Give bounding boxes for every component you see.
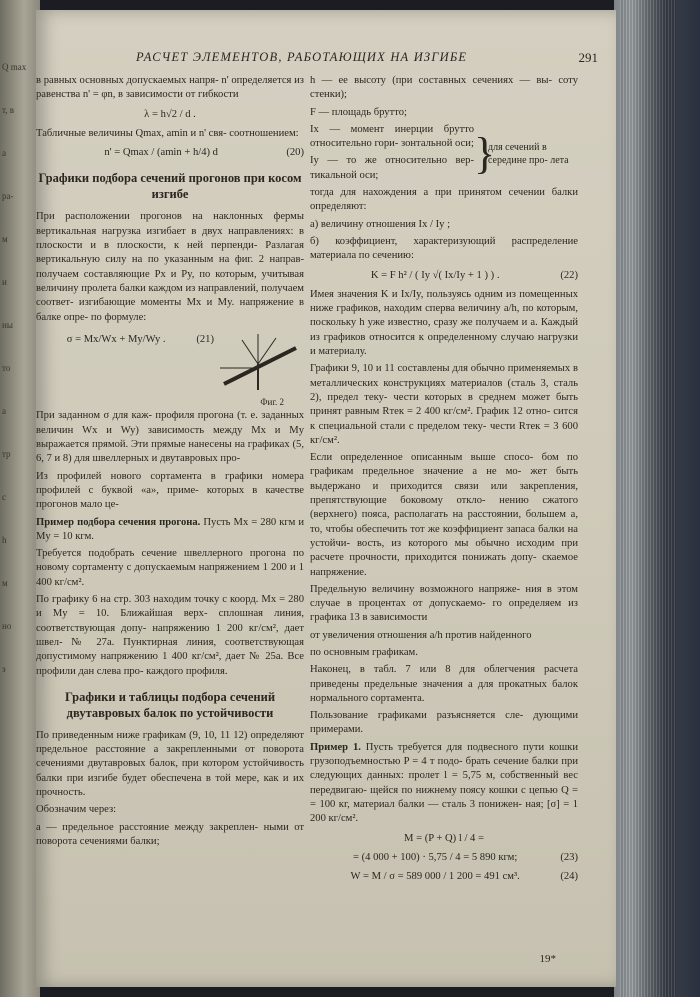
left-column [36, 74, 304, 852]
paragraph: При расположении прогонов на наклонных фермы вертикальная нагрузка изгибает в двух направлениях: в плоскости и в плоскости, к ней перпенди- Разлагая вертикальную силу на по указанным на фиг. 2 направ- получаем составляющие Px и Py, по которым, учитывая величину пролета балки каждом из направлений, получаем соответ- изгибающие моменты Mx и My. напряжение в балке опре- по формуле: [36, 211, 304, 323]
paragraph: По графику 6 на стр. 303 находим точку с коорд. Mx = 280 и My = 10. Ближайшая верх- сплошная линия, соответствующая допу- напряжению 1 200 кг/см², дает швел- № 27а. Пунктирная линия, соответствующая допустимому напряжению 1 400 кг/см², дает № 25а. Все профили дан слева про- каждого профиля. [36, 594, 304, 677]
example-text: Пусть требуется для подвесного пути кошки грузоподъемностью P = 4 т подо- брать сечение балки при следующих данных: пролет l = 5,75 м, собственный вес передвигаю- щейся по нижнему поясу кошки с цепью Q = = 100 кг, материал балки — сталь 3 понижен- ная; [σ] = 1 200 кг/см². [310, 741, 578, 825]
paragraph: Табличные величины Qmax, amin и n' свя- соотношением: [36, 127, 299, 139]
equation-number: (21) [196, 333, 214, 345]
example-lead: Пример 1. [310, 741, 361, 753]
paragraph: По приведенным ниже графикам (9, 10, 11 12) определяют предельное расстояние a закрепленными от поворота сечениями двутавровых балок, при котором устойчивость балки при изгибе будет обеспечена в той мере, как и их прочность. [36, 729, 304, 798]
paragraph: Из профилей нового сортамента в графики номера профилей с буквой «а», приме- которых в качестве прогонов мало це- [36, 470, 304, 511]
example-lead: Пример подбора сечения прогона. [36, 516, 201, 528]
definition: Ix — момент инерции брутто относительно гори- зонтальной оси; [310, 123, 474, 150]
equation-number: (23) [560, 851, 578, 863]
equation-text: K = F h² / ( Iy √( Ix/Iy + 1 ) ) . [370, 269, 500, 281]
definitions-brace-group [310, 123, 578, 186]
equation-24 [310, 870, 578, 884]
equation-23-line1: M = (P + Q) l / 4 = [404, 832, 484, 844]
equation-21 [36, 333, 214, 347]
page-number: 291 [578, 50, 598, 65]
equation-text: W = M / σ = 589 000 / 1 200 = 491 см³. [350, 871, 520, 883]
previous-page-edge [0, 0, 40, 997]
previous-page-fragment: а [2, 406, 6, 416]
previous-page-fragment: тр [2, 449, 11, 459]
equation-number: (20) [286, 147, 304, 159]
previous-page-fragment: з [2, 664, 6, 674]
paragraph: Пользование графиками разъясняется сле- дующими примерами. [310, 710, 578, 736]
equation-number: (24) [560, 871, 578, 883]
equation-number: (22) [560, 269, 578, 281]
formula-gibkost: λ = h√2 / d . [144, 108, 196, 120]
running-head: РАСЧЕТ ЭЛЕМЕНТОВ, РАБОТАЮЩИХ НА ИЗГИБЕ [136, 50, 468, 64]
book-page-edges [614, 0, 700, 997]
previous-page-fragment: h [2, 535, 7, 545]
paragraph: в равных основных допускаемых напря- n' определяется из равенства n' = φn, в зависимости от гибкости [36, 75, 304, 101]
section-heading: Графики и таблицы подбора сечений двутавровых балок по устойчивости [64, 689, 276, 720]
paragraph: по основным графикам. [310, 646, 418, 658]
equation-text: σ = Mx/Wx + My/Wy . [66, 333, 166, 345]
previous-page-fragment: a [2, 148, 6, 158]
figure-caption: Фиг. 2 [260, 397, 284, 408]
equation-text: = (4 000 + 100) · 5,75 / 4 = 5 890 кгм; [353, 851, 518, 863]
paragraph: Имея значения K и Ix/Iy, пользуясь одним из помещенных ниже графиков, находим сперва величину a/h, по которым, поскольку h уже известно, сразу же получаем и a. Каждый из графиков относится к определенному случаю нагрузки и материалу. [310, 288, 578, 358]
previous-page-fragment: с [2, 492, 6, 502]
definition: h — ее высоту (при составных сечениях — вы- соту стенки); [310, 75, 578, 101]
previous-page-fragment: м [2, 234, 8, 244]
previous-page-fragment: и [2, 277, 7, 287]
paragraph: Предельную величину возможного напряже- ния в этом случае в процентах от допускаемо- го определяем из графика 13 в зависимости [310, 583, 578, 624]
figure-2 [214, 328, 304, 410]
example-paragraph [36, 516, 304, 545]
paragraph: от увеличения отношения a/h против найденного [310, 629, 532, 641]
example-paragraph [310, 741, 578, 827]
right-column [310, 74, 578, 889]
equation-22 [310, 269, 578, 283]
example-text: Пусть Mx = 280 кгм и My = 10 кгм. [36, 516, 304, 542]
previous-page-fragment: м [2, 578, 8, 588]
equation-20 [36, 146, 304, 160]
paragraph: тогда для нахождения a при принятом сечении балки определяют: [310, 187, 578, 213]
page-edge-lines [620, 0, 676, 997]
paragraph: Графики 9, 10 и 11 составлены для обычно применяемых в металлических конструкциях материалов (сталь 3, сталь 2), предел теку- чести которых в среднем может быть принят равным Rтек = 2 400 кг/см². График 12 отно- сится к специальной стали с пределом теку- чести Rтек = 3 600 кг/см². [310, 363, 578, 446]
previous-page-fragment: т, в [2, 105, 15, 115]
book-page [36, 10, 616, 987]
paragraph: Требуется подобрать сечение швеллерного прогона по новому сортаменту с допускаемым напряжением 1 200 и 1 400 кг/см². [36, 548, 304, 588]
equation-23 [310, 851, 578, 865]
paragraph: a — предельное расстояние между закреплен- ными от поворота сечениями балки; [36, 821, 304, 847]
paragraph: При заданном σ для каж- профиля прогона (т. е. заданных величин Wx и Wy) зависимость между Mx и My выражается прямой. Эти прямые нанесены на графиках (5, 6, 7 и 8) для швеллерных и двутавровых про- [36, 410, 304, 465]
signature-mark: 19* [539, 953, 556, 965]
paragraph: Если определенное описанным выше спосо- бом по графикам предельное значение a не мо- жет быть выдержано и приходится связи или закрепления, препятствующие боковому откло- нению сжатого (верхнего) пояса, располагать на расстоянии, большем a, то, чтобы обеспечить тот же коэффициент запаса балки на устойчи- вость, из которого мы обычно исходим при расчете прочности, приходится понижать допу- скаемое напряжение. [310, 452, 578, 578]
previous-page-fragment: Q max [2, 62, 27, 72]
purlin-force-diagram [214, 328, 304, 392]
equation-text: n' = Qmax / (amin + h/4) d [104, 147, 218, 159]
paragraph: a) величину отношения Ix / Iy ; [310, 218, 451, 230]
brace-glyph: } [474, 129, 496, 179]
previous-page-fragment: ра- [2, 191, 14, 201]
previous-page-fragment: то [2, 363, 11, 373]
equation-21-with-figure [36, 328, 304, 410]
previous-page-fragment: но [2, 621, 12, 631]
previous-page-fragment: ны [2, 320, 13, 330]
definition: F — площадь брутто; [310, 106, 407, 118]
paragraph: Обозначим через: [36, 804, 117, 816]
brace-note: для сечений в середине про- лета [488, 142, 569, 167]
definition: Iy — то же относительно вер- тикальной оси; [310, 155, 474, 181]
paragraph: Наконец, в табл. 7 или 8 для облегчения расчета приведены предельные значения a для прокатных балок нормального сортамента. [310, 664, 578, 704]
paragraph: б) коэффициент, характеризующий распределение материала по сечению: [310, 235, 578, 262]
section-heading: Графики подбора сечений прогонов при косом изгибе [38, 171, 302, 202]
